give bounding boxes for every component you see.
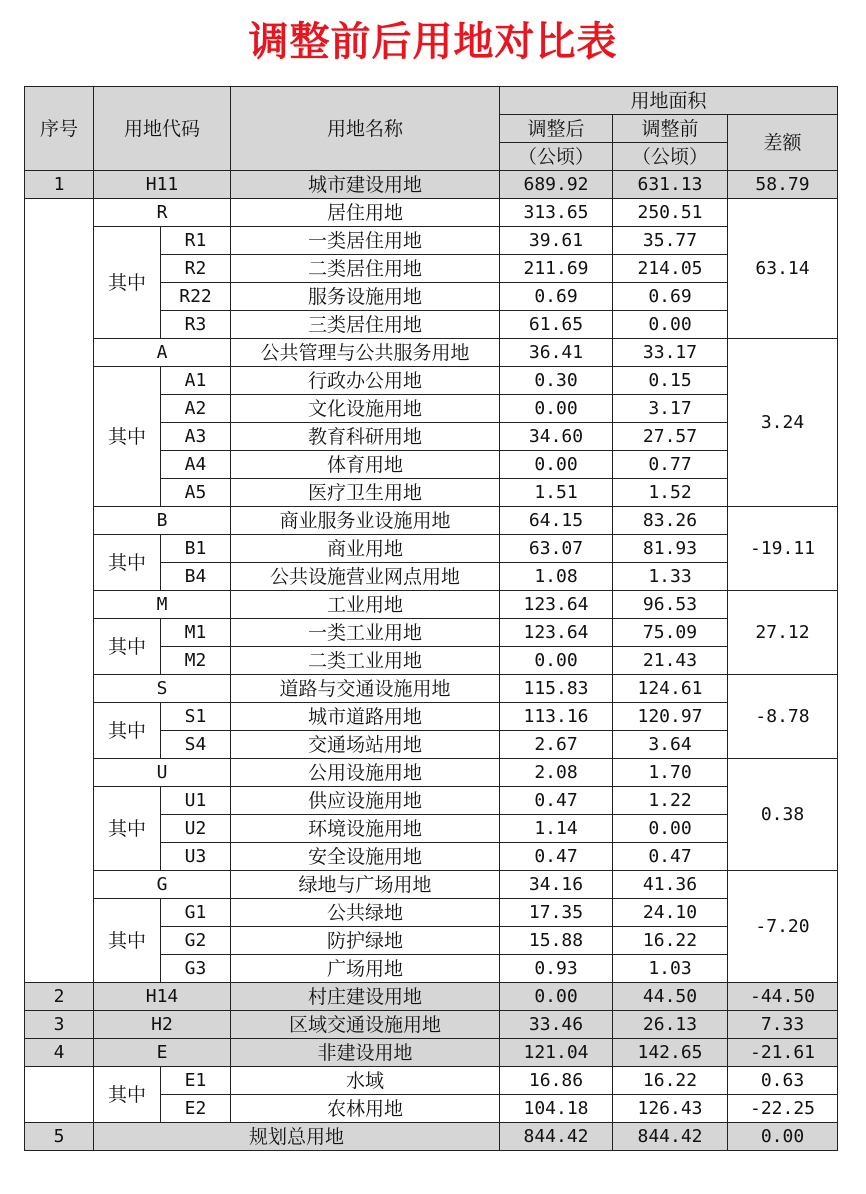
diff-cell: -44.50: [728, 983, 838, 1011]
after-cell: 123.64: [500, 619, 613, 647]
code-cell: E2: [161, 1095, 231, 1123]
table-row: [25, 227, 838, 255]
after-cell: 689.92: [500, 171, 613, 199]
after-cell: 1.14: [500, 815, 613, 843]
header-after-unit: （公顷）: [500, 143, 613, 171]
before-cell: 0.00: [613, 311, 728, 339]
table-row: [25, 535, 838, 563]
table-row: [25, 339, 838, 367]
before-cell: 75.09: [613, 619, 728, 647]
code-cell: A2: [161, 395, 231, 423]
before-cell: 33.17: [613, 339, 728, 367]
before-cell: 1.03: [613, 955, 728, 983]
qizhong-cell: 其中: [94, 787, 161, 871]
diff-cell: 0.38: [728, 759, 838, 871]
after-cell: 104.18: [500, 1095, 613, 1123]
after-cell: 0.00: [500, 647, 613, 675]
code-cell: U3: [161, 843, 231, 871]
before-cell: 1.70: [613, 759, 728, 787]
name-cell: 非建设用地: [231, 1039, 500, 1067]
name-cell: 道路与交通设施用地: [231, 675, 500, 703]
diff-cell: 3.24: [728, 339, 838, 507]
diff-cell: -7.20: [728, 871, 838, 983]
seq-cell-empty: [25, 1067, 94, 1123]
code-cell: R1: [161, 227, 231, 255]
seq-cell-empty: [25, 199, 94, 983]
before-cell: 41.36: [613, 871, 728, 899]
name-cell: 公共设施营业网点用地: [231, 563, 500, 591]
seq-cell: 2: [25, 983, 94, 1011]
table-row: [25, 367, 838, 395]
name-cell: 医疗卫生用地: [231, 479, 500, 507]
before-cell: 0.47: [613, 843, 728, 871]
seq-cell: 3: [25, 1011, 94, 1039]
code-cell: A1: [161, 367, 231, 395]
after-cell: 123.64: [500, 591, 613, 619]
before-cell: 844.42: [613, 1123, 728, 1151]
after-cell: 0.69: [500, 283, 613, 311]
qizhong-cell: 其中: [94, 619, 161, 675]
table-row: [25, 675, 838, 703]
after-cell: 0.93: [500, 955, 613, 983]
table-row: [25, 591, 838, 619]
code-cell: G3: [161, 955, 231, 983]
before-cell: 96.53: [613, 591, 728, 619]
before-cell: 0.15: [613, 367, 728, 395]
code-cell: A: [94, 339, 231, 367]
name-cell: 安全设施用地: [231, 843, 500, 871]
code-cell: S: [94, 675, 231, 703]
name-cell: 城市道路用地: [231, 703, 500, 731]
code-cell: G1: [161, 899, 231, 927]
after-cell: 1.51: [500, 479, 613, 507]
after-cell: 61.65: [500, 311, 613, 339]
before-cell: 631.13: [613, 171, 728, 199]
name-cell: 广场用地: [231, 955, 500, 983]
after-cell: 113.16: [500, 703, 613, 731]
header-diff: 差额: [728, 115, 838, 171]
header-after: 调整后: [500, 115, 613, 143]
after-cell: 64.15: [500, 507, 613, 535]
diff-cell: 58.79: [728, 171, 838, 199]
after-cell: 15.88: [500, 927, 613, 955]
diff-cell: 0.63: [728, 1067, 838, 1095]
before-cell: 81.93: [613, 535, 728, 563]
before-cell: 214.05: [613, 255, 728, 283]
before-cell: 250.51: [613, 199, 728, 227]
after-cell: 313.65: [500, 199, 613, 227]
code-cell: A5: [161, 479, 231, 507]
code-cell: E1: [161, 1067, 231, 1095]
code-cell: E: [94, 1039, 231, 1067]
code-cell: B1: [161, 535, 231, 563]
before-cell: 26.13: [613, 1011, 728, 1039]
qizhong-cell: 其中: [94, 227, 161, 339]
diff-cell: -21.61: [728, 1039, 838, 1067]
code-cell: H2: [94, 1011, 231, 1039]
code-cell: G2: [161, 927, 231, 955]
code-cell: A4: [161, 451, 231, 479]
before-cell: 3.17: [613, 395, 728, 423]
after-cell: 0.47: [500, 843, 613, 871]
page-title: 调整前后用地对比表: [248, 19, 618, 65]
before-cell: 16.22: [613, 1067, 728, 1095]
diff-cell: 7.33: [728, 1011, 838, 1039]
name-cell: 村庄建设用地: [231, 983, 500, 1011]
name-cell: 二类工业用地: [231, 647, 500, 675]
table-row: [25, 1067, 838, 1095]
qizhong-cell: 其中: [94, 703, 161, 759]
after-cell: 34.60: [500, 423, 613, 451]
before-cell: 124.61: [613, 675, 728, 703]
table-row: [25, 171, 838, 199]
code-cell: U1: [161, 787, 231, 815]
before-cell: 0.69: [613, 283, 728, 311]
table-row: [25, 871, 838, 899]
table-row: [25, 703, 838, 731]
code-cell: U2: [161, 815, 231, 843]
before-cell: 44.50: [613, 983, 728, 1011]
name-cell: 环境设施用地: [231, 815, 500, 843]
name-cell: 城市建设用地: [231, 171, 500, 199]
name-cell: 工业用地: [231, 591, 500, 619]
table-row: [25, 619, 838, 647]
table-row: [25, 1039, 838, 1067]
code-cell: H11: [94, 171, 231, 199]
seq-cell: 1: [25, 171, 94, 199]
code-cell: R: [94, 199, 231, 227]
before-cell: 142.65: [613, 1039, 728, 1067]
name-cell: 区域交通设施用地: [231, 1011, 500, 1039]
code-cell: R2: [161, 255, 231, 283]
after-cell: 2.08: [500, 759, 613, 787]
qizhong-cell: 其中: [94, 367, 161, 507]
table-row: [25, 983, 838, 1011]
header-code: 用地代码: [94, 87, 231, 171]
header-area: 用地面积: [500, 87, 838, 115]
code-cell: M2: [161, 647, 231, 675]
diff-cell: 0.00: [728, 1123, 838, 1151]
name-cell: 交通场站用地: [231, 731, 500, 759]
after-cell: 121.04: [500, 1039, 613, 1067]
after-cell: 0.47: [500, 787, 613, 815]
after-cell: 844.42: [500, 1123, 613, 1151]
after-cell: 63.07: [500, 535, 613, 563]
before-cell: 35.77: [613, 227, 728, 255]
seq-cell: 4: [25, 1039, 94, 1067]
table-row: [25, 507, 838, 535]
name-cell: 体育用地: [231, 451, 500, 479]
qizhong-cell: 其中: [94, 1067, 161, 1123]
header-before-unit: （公顷）: [613, 143, 728, 171]
qizhong-cell: 其中: [94, 899, 161, 983]
table-row: [25, 899, 838, 927]
name-cell: 供应设施用地: [231, 787, 500, 815]
before-cell: 120.97: [613, 703, 728, 731]
header-seq: 序号: [25, 87, 94, 171]
name-cell: 公用设施用地: [231, 759, 500, 787]
diff-cell: 63.14: [728, 199, 838, 339]
code-cell: B: [94, 507, 231, 535]
table-row: [25, 1011, 838, 1039]
seq-cell: 5: [25, 1123, 94, 1151]
name-cell: 绿地与广场用地: [231, 871, 500, 899]
code-cell: S1: [161, 703, 231, 731]
after-cell: 1.08: [500, 563, 613, 591]
name-cell: 公共管理与公共服务用地: [231, 339, 500, 367]
code-cell: M: [94, 591, 231, 619]
after-cell: 2.67: [500, 731, 613, 759]
code-cell: G: [94, 871, 231, 899]
code-cell: B4: [161, 563, 231, 591]
name-cell: 三类居住用地: [231, 311, 500, 339]
before-cell: 16.22: [613, 927, 728, 955]
table-total-row: [25, 1123, 838, 1151]
name-cell: 水域: [231, 1067, 500, 1095]
table-row: [25, 787, 838, 815]
name-cell: 一类工业用地: [231, 619, 500, 647]
code-cell: R22: [161, 283, 231, 311]
header-name: 用地名称: [231, 87, 500, 171]
name-cell: 农林用地: [231, 1095, 500, 1123]
code-cell: M1: [161, 619, 231, 647]
after-cell: 0.00: [500, 395, 613, 423]
qizhong-cell: 其中: [94, 535, 161, 591]
code-cell: A3: [161, 423, 231, 451]
name-cell: 教育科研用地: [231, 423, 500, 451]
diff-cell: 27.12: [728, 591, 838, 675]
after-cell: 33.46: [500, 1011, 613, 1039]
before-cell: 0.77: [613, 451, 728, 479]
name-cell: 公共绿地: [231, 899, 500, 927]
after-cell: 211.69: [500, 255, 613, 283]
after-cell: 115.83: [500, 675, 613, 703]
after-cell: 0.00: [500, 451, 613, 479]
after-cell: 0.30: [500, 367, 613, 395]
name-cell: 防护绿地: [231, 927, 500, 955]
name-cell: 一类居住用地: [231, 227, 500, 255]
code-cell: R3: [161, 311, 231, 339]
land-use-comparison-table: [24, 86, 838, 1151]
table-row: [25, 759, 838, 787]
before-cell: 1.33: [613, 563, 728, 591]
before-cell: 0.00: [613, 815, 728, 843]
before-cell: 21.43: [613, 647, 728, 675]
name-cell: 居住用地: [231, 199, 500, 227]
name-cell: 文化设施用地: [231, 395, 500, 423]
name-cell: 行政办公用地: [231, 367, 500, 395]
name-cell: 商业用地: [231, 535, 500, 563]
before-cell: 3.64: [613, 731, 728, 759]
diff-cell: -8.78: [728, 675, 838, 759]
before-cell: 126.43: [613, 1095, 728, 1123]
before-cell: 83.26: [613, 507, 728, 535]
after-cell: 16.86: [500, 1067, 613, 1095]
name-cell: 二类居住用地: [231, 255, 500, 283]
diff-cell: -22.25: [728, 1095, 838, 1123]
after-cell: 17.35: [500, 899, 613, 927]
after-cell: 34.16: [500, 871, 613, 899]
name-cell: 商业服务业设施用地: [231, 507, 500, 535]
before-cell: 1.22: [613, 787, 728, 815]
after-cell: 0.00: [500, 983, 613, 1011]
before-cell: 1.52: [613, 479, 728, 507]
code-cell: S4: [161, 731, 231, 759]
header-before: 调整前: [613, 115, 728, 143]
before-cell: 27.57: [613, 423, 728, 451]
table-row: [25, 199, 838, 227]
name-cell: 服务设施用地: [231, 283, 500, 311]
name-cell: 规划总用地: [94, 1123, 500, 1151]
after-cell: 36.41: [500, 339, 613, 367]
code-cell: H14: [94, 983, 231, 1011]
table-header-row: [25, 87, 838, 115]
diff-cell: -19.11: [728, 507, 838, 591]
before-cell: 24.10: [613, 899, 728, 927]
after-cell: 39.61: [500, 227, 613, 255]
code-cell: U: [94, 759, 231, 787]
